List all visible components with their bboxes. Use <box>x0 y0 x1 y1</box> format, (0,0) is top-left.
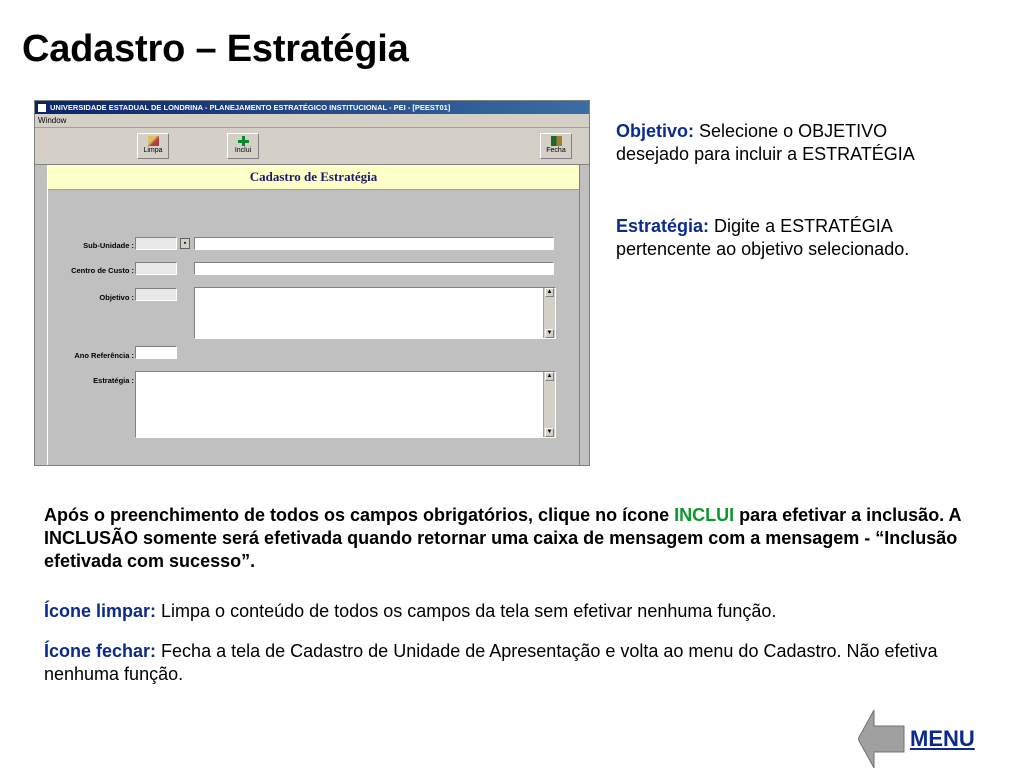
app-window-screenshot <box>34 100 590 466</box>
plus-icon <box>238 136 249 146</box>
note-objetivo-key: Objetivo: <box>616 121 695 141</box>
p2-key: Ícone limpar: <box>44 601 157 621</box>
eraser-icon <box>148 136 159 146</box>
estrategia-scrollbar[interactable] <box>543 372 555 437</box>
menu-link[interactable]: MENU <box>910 726 975 751</box>
ano-referencia-field[interactable] <box>135 346 177 359</box>
door-exit-icon <box>551 136 562 146</box>
instructions-paragraph <box>44 504 994 573</box>
toolbar <box>35 128 589 165</box>
slide-title: Cadastro – Estratégia <box>22 28 409 70</box>
note-estrategia-text: Digite a ESTRATÉGIA pertencente ao objetivo selecionado. <box>616 216 910 259</box>
centro-de-custo-code-field[interactable] <box>135 262 177 275</box>
app-icon <box>37 103 47 113</box>
note-estrategia-key: Estratégia: <box>616 216 710 236</box>
form-header: Cadastro de Estratégia <box>48 165 579 190</box>
objetivo-scrollbar[interactable] <box>543 288 555 338</box>
objetivo-textarea[interactable] <box>194 287 556 339</box>
scroll-down-icon[interactable]: ▼ <box>546 330 553 336</box>
label-sub-unidade: Sub-Unidade : <box>83 241 134 250</box>
p2-text: Limpa o conteúdo de todos os campos da tela sem efetivar nenhuma função. <box>156 601 777 621</box>
back-arrow-icon[interactable] <box>858 710 908 768</box>
objetivo-code-field[interactable] <box>135 288 177 301</box>
inclui-label: Inclui <box>234 147 252 154</box>
limpa-label: Limpa <box>143 147 163 154</box>
p1-inclui: INCLUI <box>674 505 735 525</box>
menu-window[interactable]: Window <box>38 116 67 125</box>
centro-de-custo-name-field[interactable] <box>194 262 554 275</box>
p1-part-b: para efetivar a inclusão. A INCLUSÃO somente será efetivada quando retornar uma caixa de mensagem com a mensagem - “Inclusão efetivada com sucesso”. <box>44 505 961 571</box>
scroll-up-icon[interactable]: ▲ <box>546 289 553 295</box>
sub-unidade-code-field[interactable] <box>135 237 177 250</box>
fecha-label: Fecha <box>546 147 566 154</box>
inclui-button[interactable] <box>227 133 259 159</box>
estrategia-textarea[interactable] <box>135 371 556 438</box>
p3-key: Ícone fechar: <box>44 641 157 661</box>
note-estrategia <box>616 215 956 261</box>
label-estrategia: Estratégia : <box>93 376 134 385</box>
sub-unidade-name-field[interactable] <box>194 237 554 250</box>
note-objetivo <box>616 120 956 166</box>
label-centro-de-custo: Centro de Custo : <box>71 266 134 275</box>
form-panel <box>47 165 580 466</box>
window-title: UNIVERSIDADE ESTADUAL DE LONDRINA - PLANEJAMENTO ESTRATÉGICO INSTITUCIONAL - PEI - [PEEST01] <box>50 103 451 112</box>
label-objetivo: Objetivo : <box>99 293 134 302</box>
fechar-paragraph <box>44 640 994 686</box>
limpar-paragraph <box>44 600 994 623</box>
fecha-button[interactable] <box>540 133 572 159</box>
note-objetivo-text: Selecione o OBJETIVO desejado para incluir a ESTRATÉGIA <box>616 121 915 164</box>
window-titlebar <box>35 101 589 114</box>
p3-text: Fecha a tela de Cadastro de Unidade de Apresentação e volta ao menu do Cadastro. Não efetiva nenhuma função. <box>44 641 938 684</box>
menu-nav[interactable] <box>858 710 998 768</box>
label-ano-referencia: Ano Referência : <box>74 351 134 360</box>
scroll-up-icon[interactable]: ▲ <box>546 373 553 379</box>
scroll-down-icon[interactable]: ▼ <box>546 429 553 435</box>
p1-part-a: Após o preenchimento de todos os campos obrigatórios, clique no ícone <box>44 505 675 525</box>
limpa-button[interactable] <box>137 133 169 159</box>
lookup-icon[interactable]: ▪ <box>180 238 190 249</box>
menubar <box>35 114 589 128</box>
